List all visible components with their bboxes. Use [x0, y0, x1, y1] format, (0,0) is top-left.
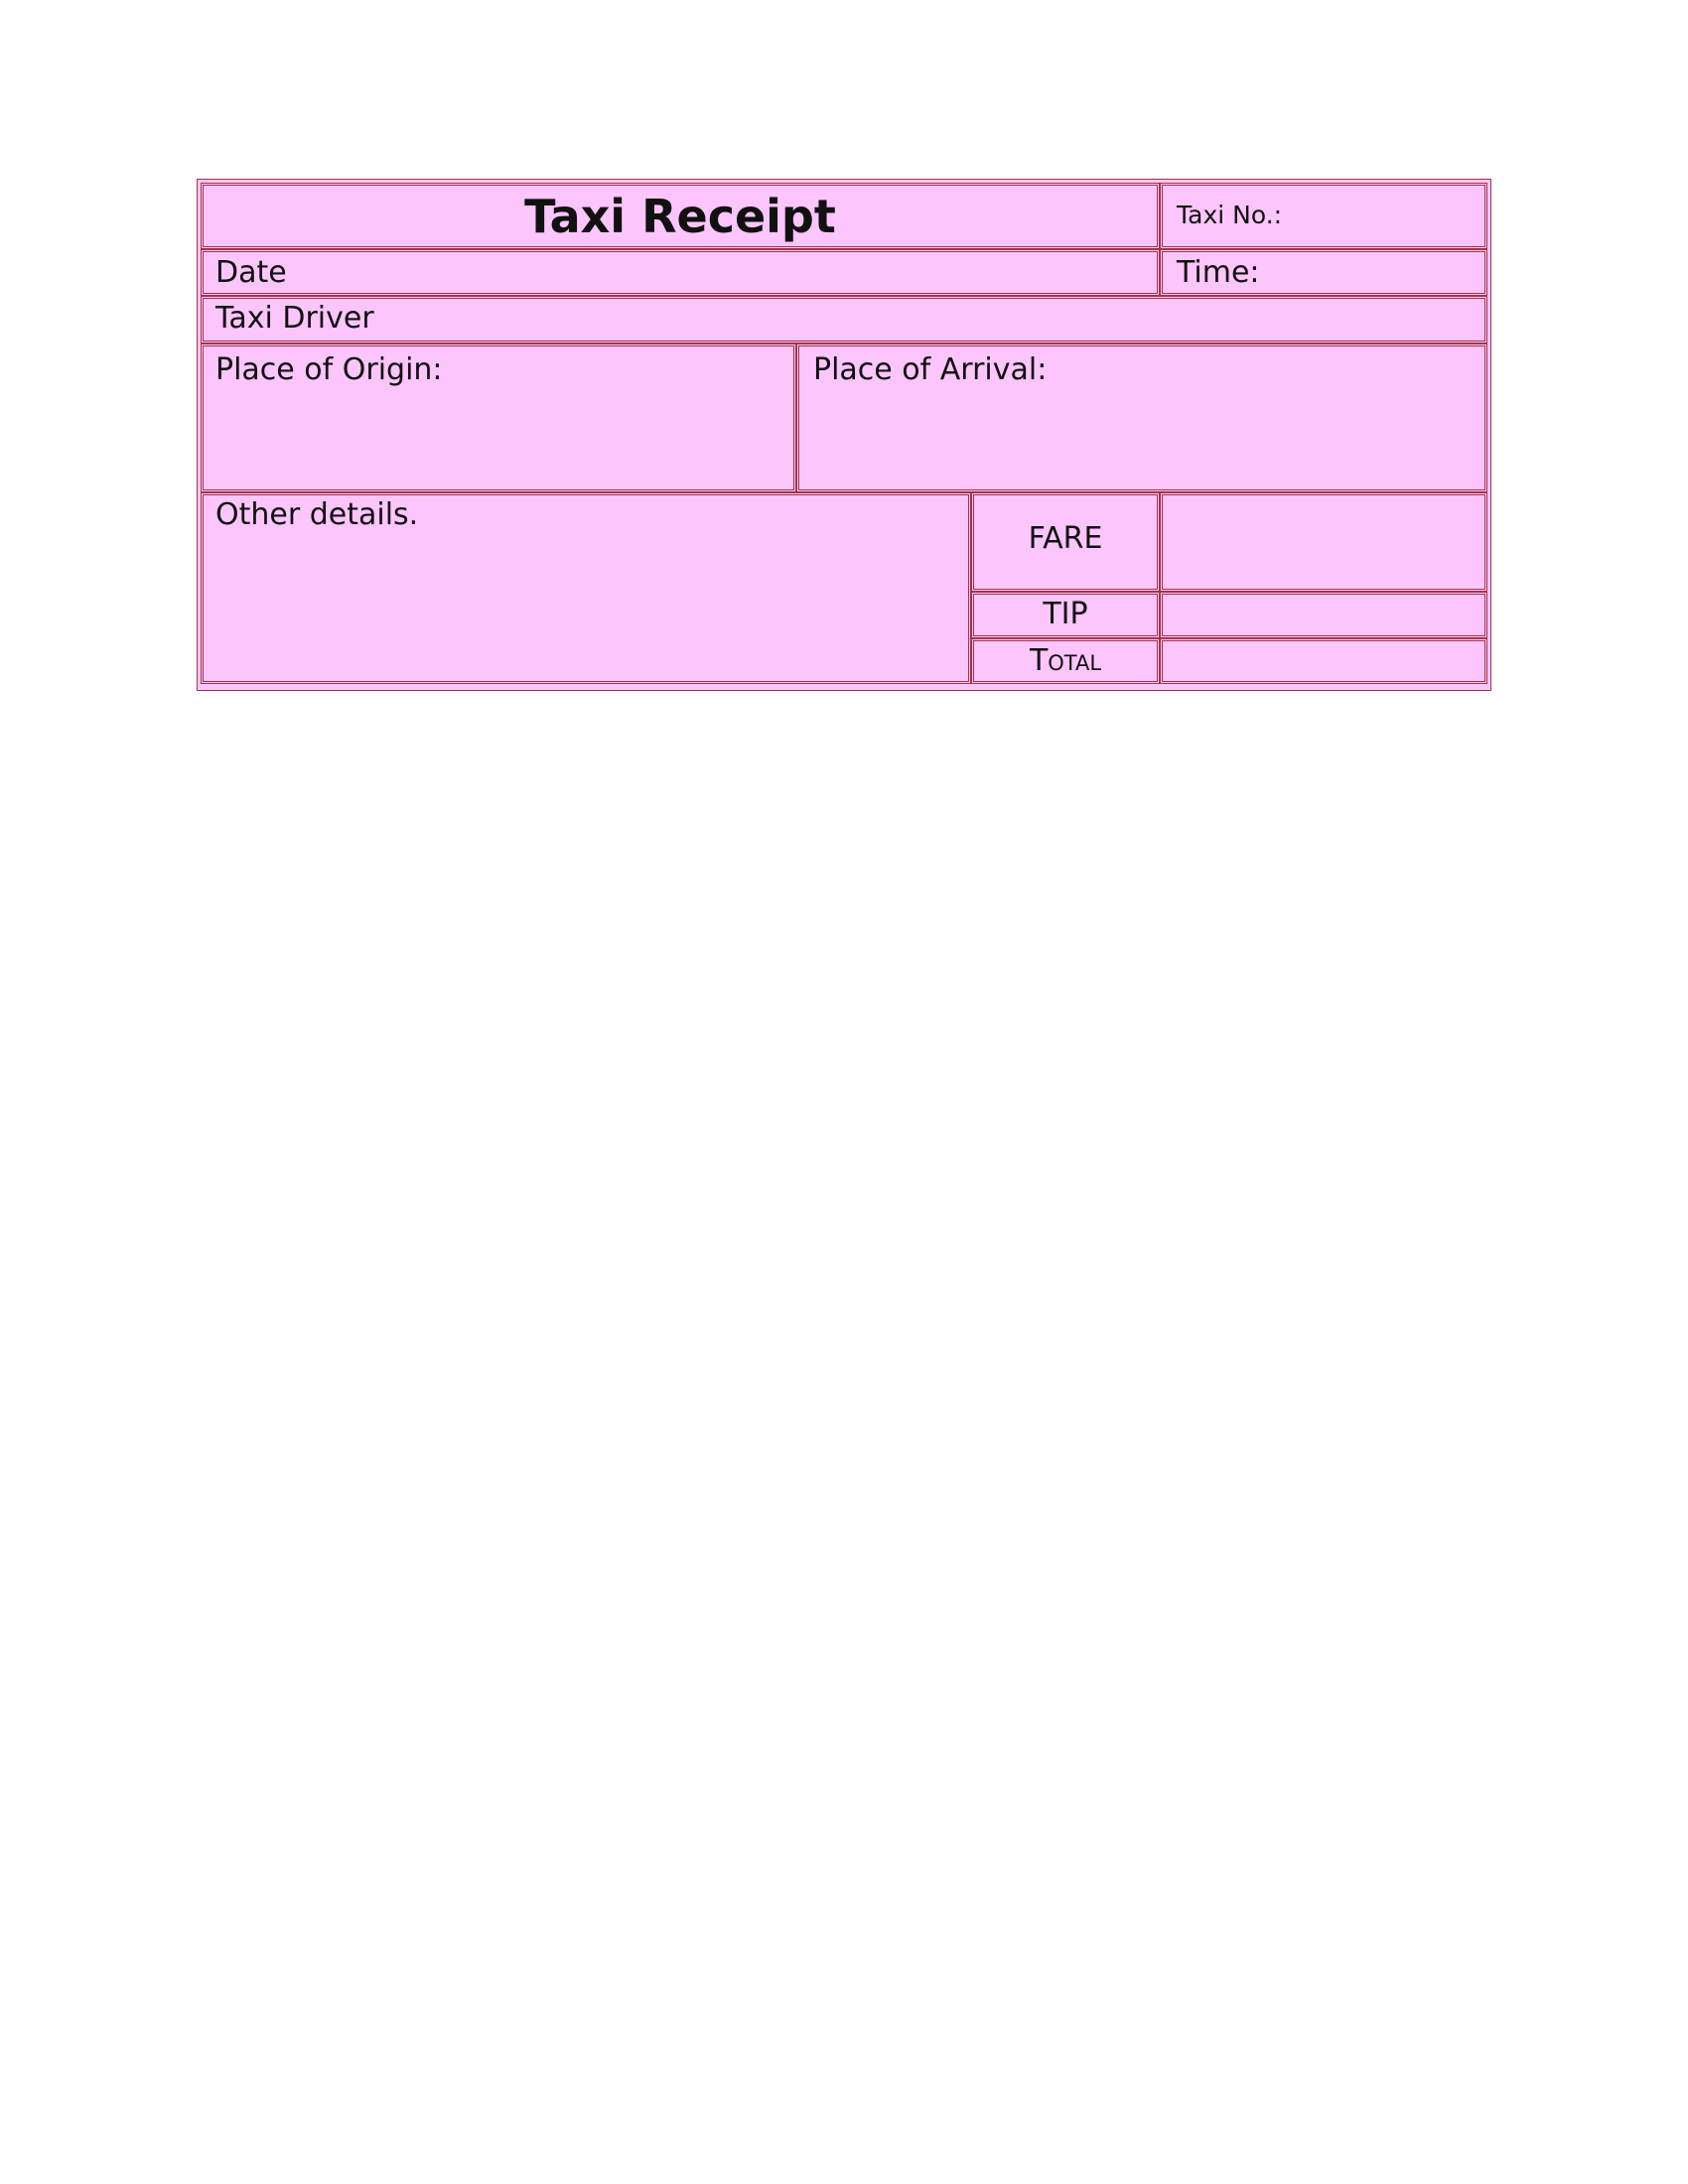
driver-row: [201, 296, 1487, 343]
place-of-origin-field[interactable]: [201, 343, 796, 492]
other-details-label: Other details.: [215, 497, 419, 532]
date-label: Date: [215, 255, 287, 290]
receipt-title: Taxi Receipt: [524, 190, 836, 243]
time-field[interactable]: [1160, 249, 1487, 296]
tip-amount-field[interactable]: [1160, 592, 1487, 638]
places-row: [201, 343, 1487, 492]
other-details-field[interactable]: [201, 492, 971, 684]
taxi-driver-field[interactable]: [201, 296, 1487, 343]
title-cell: [201, 183, 1160, 249]
details-fare-row: [201, 492, 1487, 684]
tip-label: TIP: [1043, 597, 1088, 631]
total-label-cell: [971, 638, 1160, 684]
total-label: Total: [1029, 643, 1102, 678]
taxi-number-field[interactable]: [1160, 183, 1487, 249]
fare-amount-field[interactable]: [1160, 492, 1487, 592]
receipt-header-row: [201, 183, 1487, 249]
place-of-arrival-field[interactable]: [796, 343, 1487, 492]
fare-label: FARE: [1028, 521, 1103, 556]
place-of-origin-label: Place of Origin:: [215, 352, 443, 387]
time-label: Time:: [1177, 255, 1260, 290]
fare-label-cell: [971, 492, 1160, 592]
tip-label-cell: [971, 592, 1160, 638]
place-of-arrival-label: Place of Arrival:: [813, 352, 1048, 387]
date-field[interactable]: [201, 249, 1160, 296]
date-time-row: [201, 249, 1487, 296]
taxi-receipt-form: [197, 179, 1491, 691]
taxi-number-label: Taxi No.:: [1177, 201, 1283, 229]
taxi-driver-label: Taxi Driver: [215, 301, 374, 336]
total-amount-field[interactable]: [1160, 638, 1487, 684]
